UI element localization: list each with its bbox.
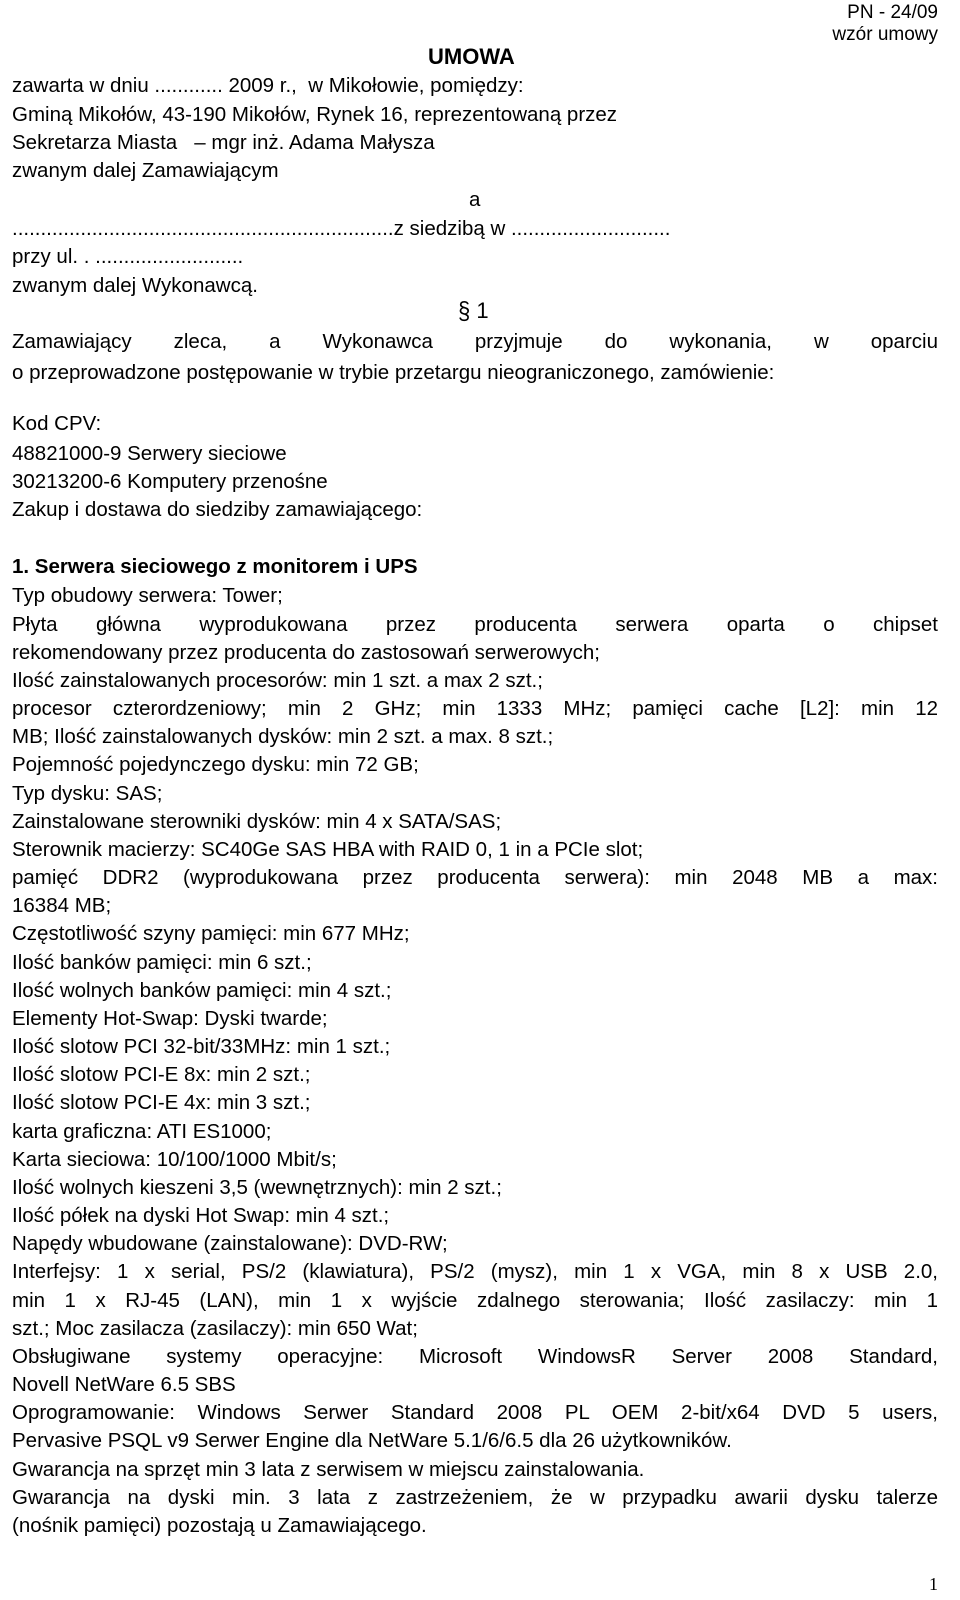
spec-line: Ilość wolnych kieszeni 3,5 (wewnętrznych): min 2 szt.;: [12, 1176, 502, 1199]
intro-representative-line: Sekretarza Miasta – mgr inż. Adama Małysza: [12, 131, 435, 154]
intro-date-line: zawarta w dniu ............ 2009 r., w Mikołowie, pomiędzy:: [12, 74, 524, 97]
spec-line: procesor czterordzeniowy; min 2 GHz; min 1333 MHz; pamięci cache [L2]: min 12: [12, 697, 938, 720]
document-title: UMOWA: [428, 44, 515, 69]
intro-conjunction: a: [469, 188, 481, 211]
spec-line: 16384 MB;: [12, 894, 112, 917]
spec-line: Novell NetWare 6.5 SBS: [12, 1373, 236, 1396]
page-number: 1: [929, 1574, 938, 1594]
spec-line: Karta sieciowa: 10/100/1000 Mbit/s;: [12, 1148, 337, 1171]
intro-street-line: przy ul. . ..........................: [12, 245, 244, 268]
section-paragraph-line2: o przeprowadzone postępowanie w trybie przetargu nieograniczonego, zamówienie:: [12, 361, 775, 384]
spec-line: Elementy Hot-Swap: Dyski twarde;: [12, 1007, 328, 1030]
spec-line: Płyta główna wyprodukowana przez producenta serwera oparta o chipset: [12, 613, 938, 636]
spec-line: Zainstalowane sterowniki dysków: min 4 x SATA/SAS;: [12, 810, 502, 833]
intro-client-line: zwanym dalej Zamawiającym: [12, 159, 279, 182]
spec-line: Sterownik macierzy: SC40Ge SAS HBA with RAID 0, 1 in a PCIe slot;: [12, 838, 644, 861]
spec-line: Ilość slotow PCI 32-bit/33MHz: min 1 szt.;: [12, 1035, 391, 1058]
intro-contractor-line: ...................................................................z siedzibą w ............................: [12, 217, 671, 240]
spec-line: pamięć DDR2 (wyprodukowana przez producenta serwera): min 2048 MB a max:: [12, 866, 938, 889]
spec-line: Ilość slotow PCI-E 4x: min 3 szt.;: [12, 1091, 311, 1114]
template-label: wzór umowy: [832, 24, 938, 45]
spec-line: Interfejsy: 1 x serial, PS/2 (klawiatura), PS/2 (mysz), min 1 x VGA, min 8 x USB 2.0,: [12, 1260, 938, 1283]
spec-line: Ilość banków pamięci: min 6 szt.;: [12, 951, 312, 974]
intro-party1-line: Gminą Mikołów, 43-190 Mikołów, Rynek 16, reprezentowaną przez: [12, 103, 618, 126]
spec-line: Typ dysku: SAS;: [12, 782, 163, 805]
section-symbol: §: [458, 296, 471, 325]
spec-line: rekomendowany przez producenta do zastosowań serwerowych;: [12, 641, 600, 664]
spec-line: karta graficzna: ATI ES1000;: [12, 1120, 272, 1143]
spec-line: Pojemność pojedynczego dysku: min 72 GB;: [12, 753, 419, 776]
section-heading: [458, 298, 489, 324]
intro-contractor-label: zwanym dalej Wykonawcą.: [12, 274, 258, 297]
cpv-code-2: 30213200-6 Komputery przenośne: [12, 470, 328, 493]
spec-line: Gwarancja na dyski min. 3 lata z zastrzeżeniem, że w przypadku awarii dysku talerze: [12, 1486, 938, 1509]
spec-line: MB; Ilość zainstalowanych dysków: min 2 szt. a max. 8 szt.;: [12, 725, 554, 748]
spec-line: Obsługiwane systemy operacyjne: Microsoft WindowsR Server 2008 Standard,: [12, 1345, 938, 1368]
spec-line: Napędy wbudowane (zainstalowane): DVD-RW;: [12, 1232, 448, 1255]
spec-line: Ilość półek na dyski Hot Swap: min 4 szt.;: [12, 1204, 390, 1227]
item-heading: 1. Serwera sieciowego z monitorem i UPS: [12, 555, 418, 578]
section-number: 1: [476, 298, 489, 323]
spec-line: szt.; Moc zasilacza (zasilaczy): min 650 Wat;: [12, 1317, 418, 1340]
spec-line: Częstotliwość szyny pamięci: min 677 MHz;: [12, 922, 410, 945]
cpv-code-1: 48821000-9 Serwery sieciowe: [12, 442, 287, 465]
spec-line: Ilość zainstalowanych procesorów: min 1 szt. a max 2 szt.;: [12, 669, 543, 692]
spec-line: Pervasive PSQL v9 Serwer Engine dla NetWare 5.1/6/6.5 dla 26 użytkowników.: [12, 1429, 732, 1452]
delivery-line: Zakup i dostawa do siedziby zamawiającego:: [12, 498, 423, 521]
spec-line: Typ obudowy serwera: Tower;: [12, 584, 283, 607]
spec-line: Ilość slotow PCI-E 8x: min 2 szt.;: [12, 1063, 311, 1086]
reference-number: PN - 24/09: [847, 2, 938, 23]
spec-line: (nośnik pamięci) pozostają u Zamawiającego.: [12, 1514, 427, 1537]
spec-line: min 1 x RJ-45 (LAN), min 1 x wyjście zdalnego sterowania; Ilość zasilaczy: min 1: [12, 1289, 938, 1312]
spec-line: Ilość wolnych banków pamięci: min 4 szt.;: [12, 979, 392, 1002]
cpv-label: Kod CPV:: [12, 412, 102, 435]
section-paragraph-line1: Zamawiający zleca, a Wykonawca przyjmuje do wykonania, w oparciu: [12, 330, 938, 353]
spec-line: Oprogramowanie: Windows Serwer Standard 2008 PL OEM 2-bit/x64 DVD 5 users,: [12, 1401, 938, 1424]
spec-line: Gwarancja na sprzęt min 3 lata z serwisem w miejscu zainstalowania.: [12, 1458, 645, 1481]
